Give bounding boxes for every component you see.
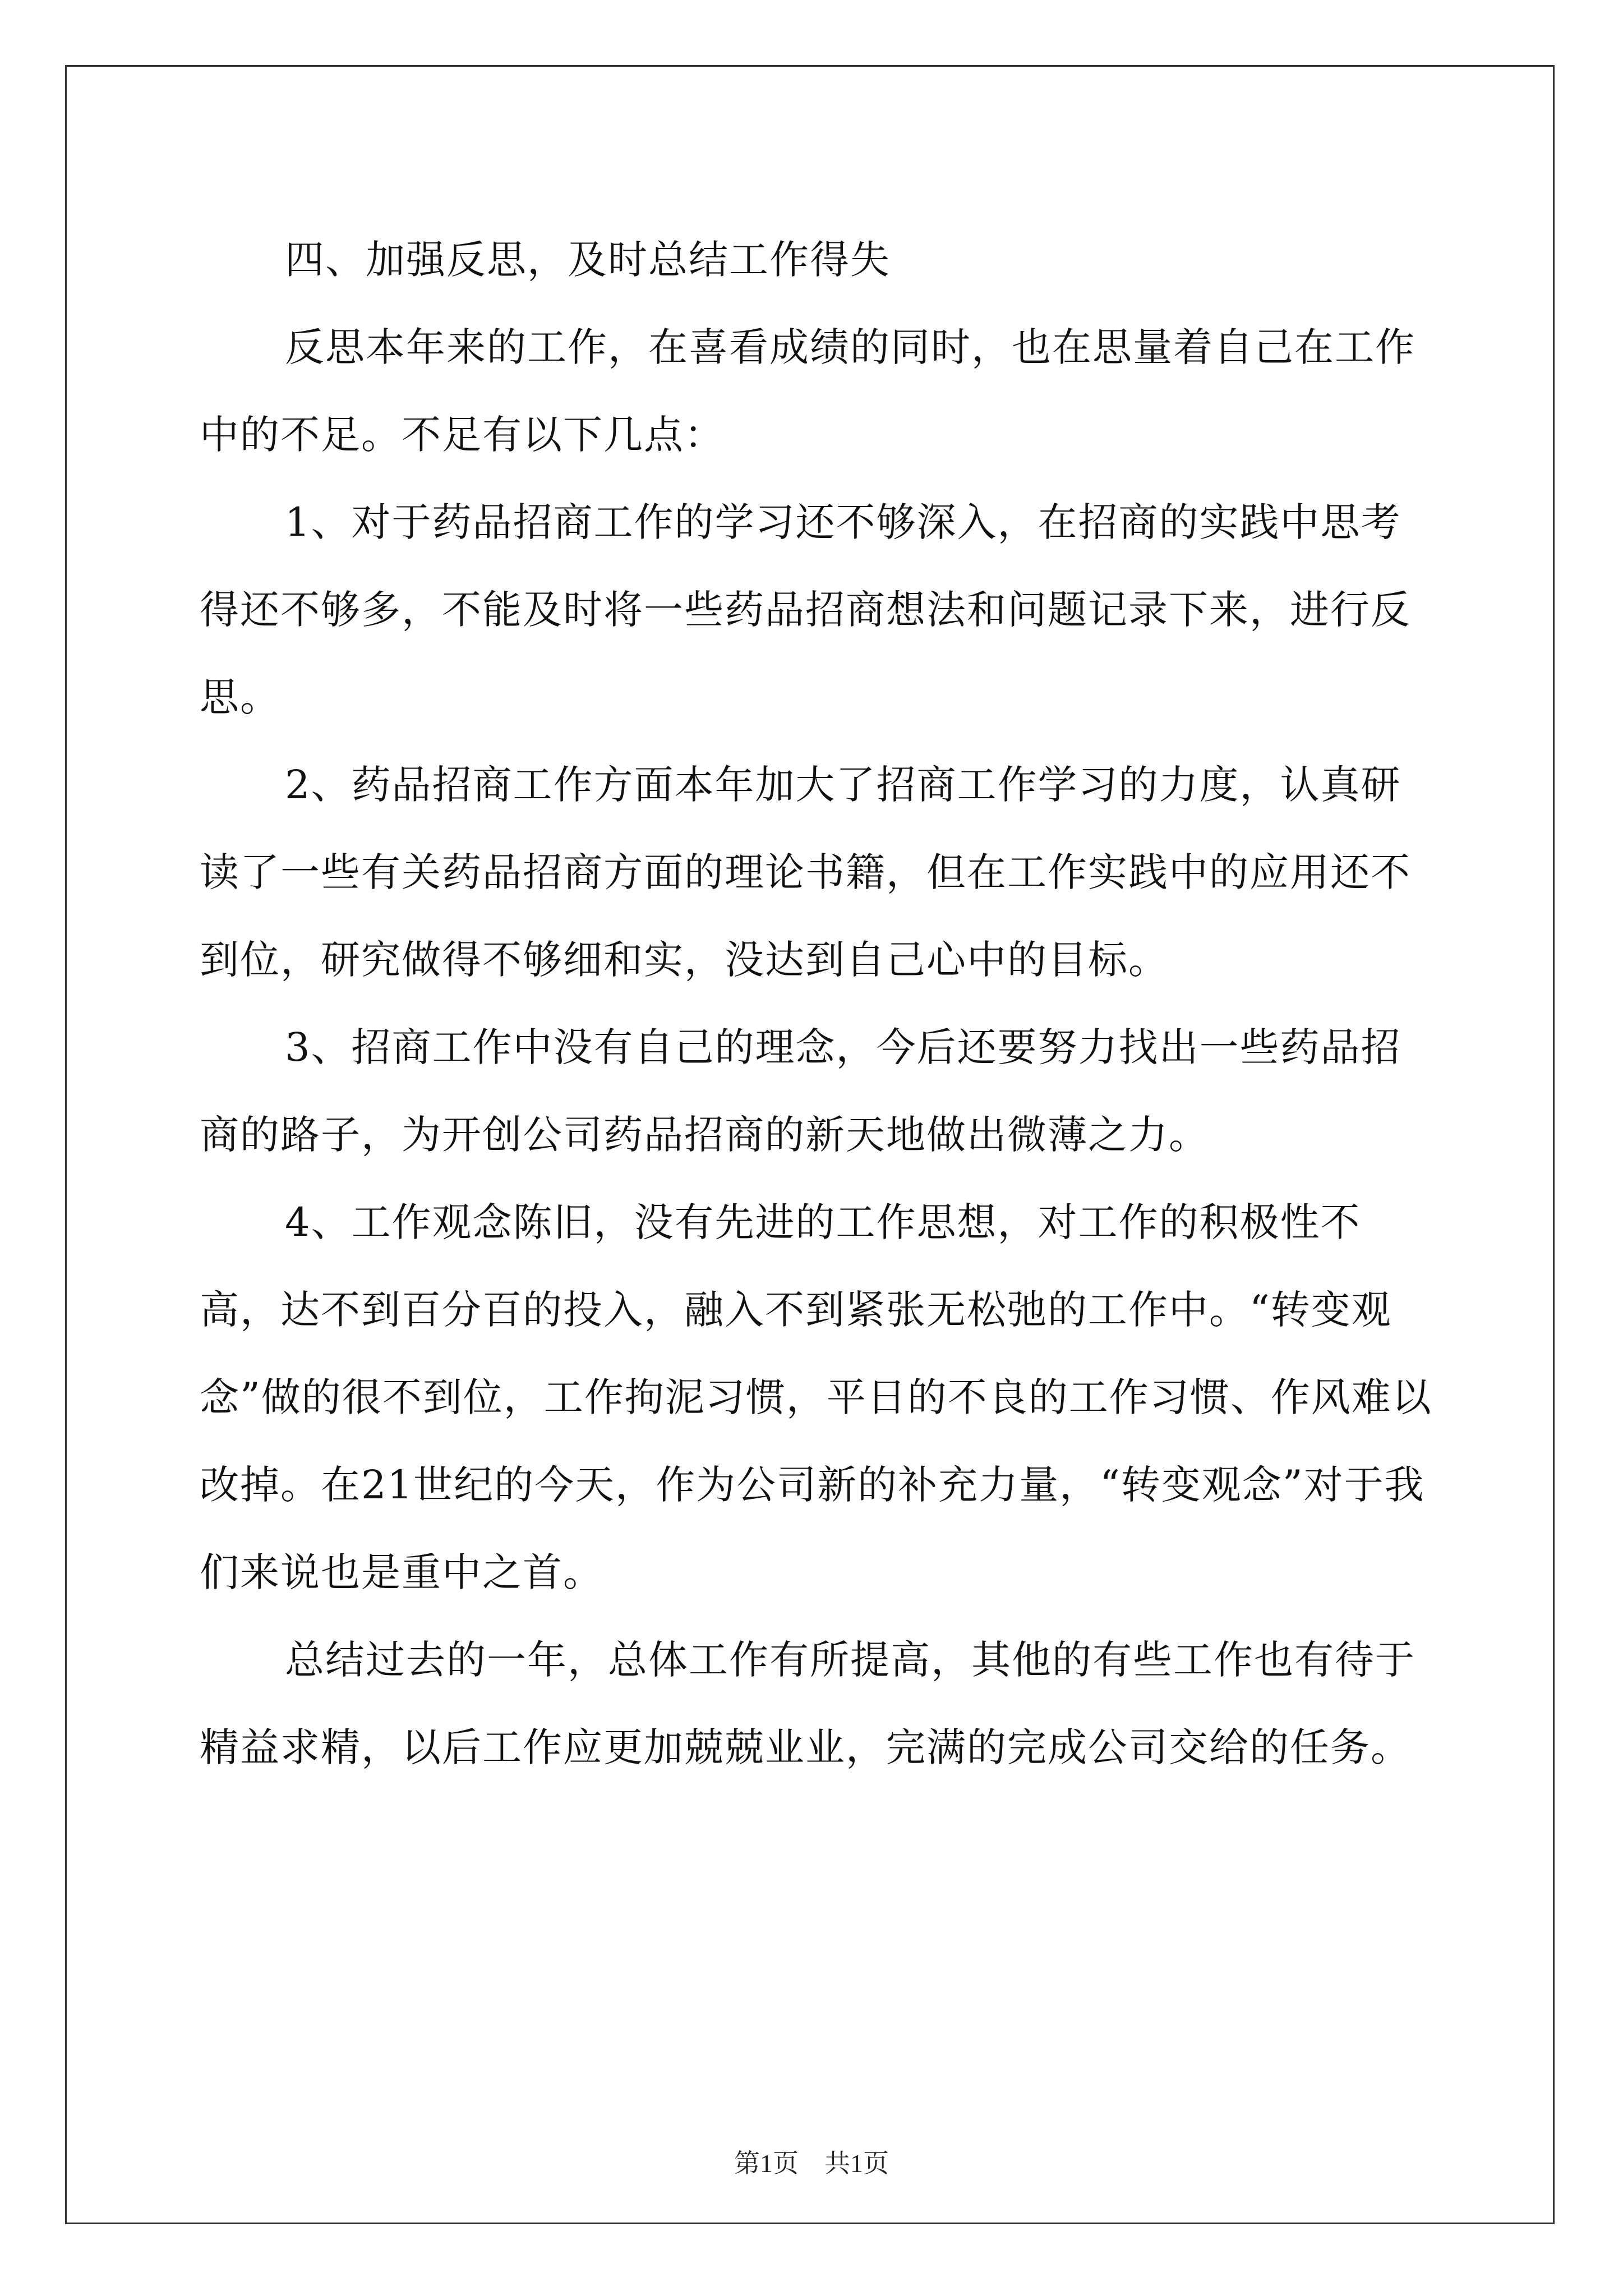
paragraph-point-3: 3、招商工作中没有自己的理念，今后还要努力找出一些药品招商的路子，为开创公司药品招商的新天地做出微薄之力。	[200, 1024, 1401, 1158]
paragraph-reflection-intro: 反思本年来的工作，在喜看成绩的同时，也在思量着自己在工作中的不足。不足有以下几点：	[200, 324, 1415, 458]
document-body	[200, 216, 1433, 1791]
paragraph-conclusion: 总结过去的一年，总体工作有所提高，其他的有些工作也有待于精益求精，以后工作应更加兢兢业业，完满的完成公司交给的任务。	[200, 1637, 1415, 1770]
page-footer: 第1页 共1页	[734, 2149, 889, 2178]
paragraph-point-4: 4、工作观念陈旧，没有先进的工作思想，对工作的积极性不高，达不到百分百的投入，融入不到紧张无松弛的工作中。“转变观念”做的很不到位，工作拘泥习惯，平日的不良的工作习惯、作风难以改掉。在21世纪的今天，作为公司新的补充力量，“转变观念”对于我们来说也是重中之首。	[200, 1199, 1432, 1595]
paragraph-point-2: 2、药品招商工作方面本年加大了招商工作学习的力度，认真研读了一些有关药品招商方面的理论书籍，但在工作实践中的应用还不到位，研究做得不够细和实，没达到自己心中的目标。	[200, 762, 1411, 983]
paragraph-point-1: 1、对于药品招商工作的学习还不够深入，在招商的实践中思考得还不够多，不能及时将一些药品招商想法和问题记录下来，进行反思。	[200, 499, 1411, 720]
section-heading: 四、加强反思，及时总结工作得失	[285, 237, 891, 283]
